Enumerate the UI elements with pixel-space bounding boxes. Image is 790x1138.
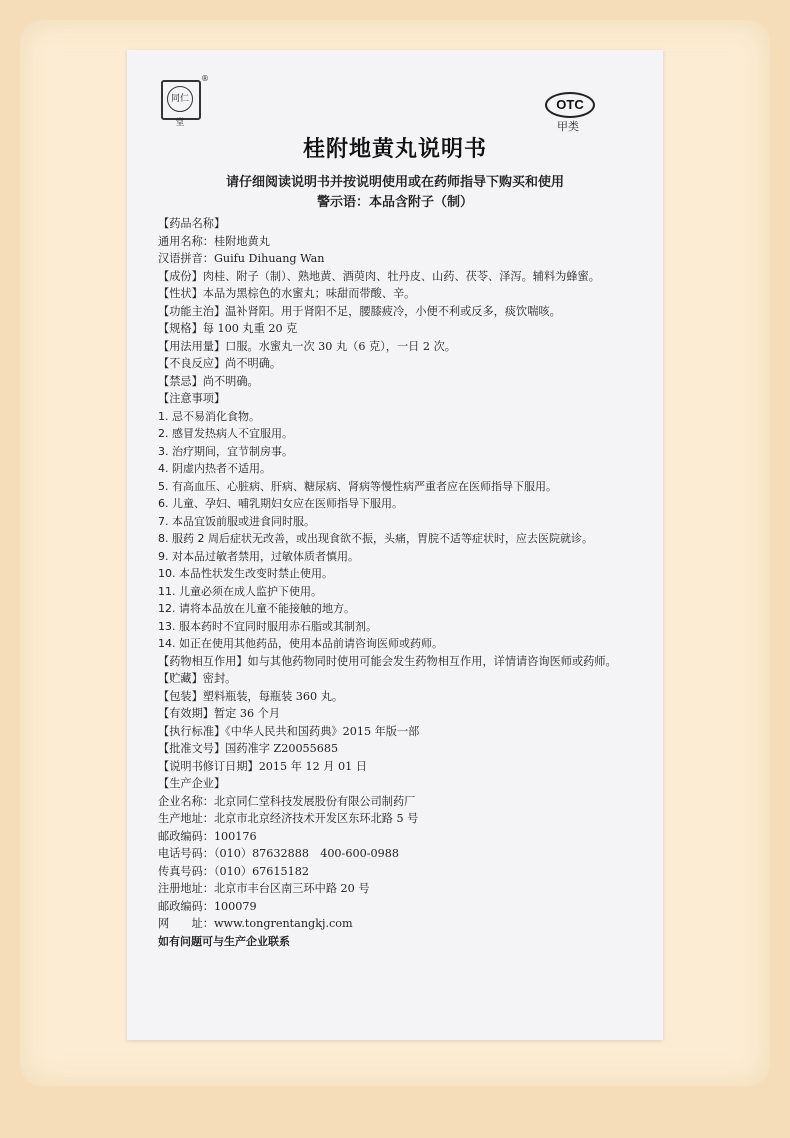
line-drug-name-heading: 【药品名称】 xyxy=(158,217,226,230)
line-registered-address: 注册地址：北京市丰台区南三环中路 20 号 xyxy=(158,882,370,895)
precaution-item: 4. 阴虚内热者不适用。 xyxy=(158,462,271,475)
precaution-item: 13. 服本药时不宜同时服用赤石脂或其制剂。 xyxy=(158,619,377,633)
precaution-item: 2. 感冒发热病人不宜服用。 xyxy=(158,427,293,440)
line-phone: 电话号码：（010）87632888 400-600-0988 xyxy=(158,847,399,860)
leaflet-paper xyxy=(127,50,663,1040)
line-company-name: 企业名称：北京同仁堂科技发展股份有限公司制药厂 xyxy=(158,794,416,808)
precaution-item: 14. 如正在使用其他药品，使用本品前请咨询医师或药师。 xyxy=(158,637,443,650)
precaution-item: 12. 请将本品放在儿童不能接触的地方。 xyxy=(158,602,355,615)
registered-mark: ® xyxy=(201,74,209,83)
line-approval-number: 【批准文号】国药准字 Z20055685 xyxy=(158,742,339,755)
line-storage: 【贮藏】密封。 xyxy=(158,672,237,685)
line-specification: 【规格】每 100 丸重 20 克 xyxy=(158,322,298,335)
line-revision-date: 【说明书修订日期】2015 年 12 月 01 日 xyxy=(158,759,367,773)
line-precautions-heading: 【注意事项】 xyxy=(158,392,226,405)
warning-text: 警示语：本品含附子（制） xyxy=(316,195,473,210)
logo-seal: 同仁堂 xyxy=(167,86,193,112)
line-adverse-reactions: 【不良反应】尚不明确。 xyxy=(158,357,282,370)
line-production-address: 生产地址：北京市北京经济技术开发区东环北路 5 号 xyxy=(158,812,419,825)
precaution-item: 8. 服药 2 周后症状无改善，或出现食欲不振，头痛，胃脘不适等症状时，应去医院就诊。 xyxy=(158,532,593,545)
line-generic-name: 通用名称：桂附地黄丸 xyxy=(158,234,270,248)
line-postal-code: 邮政编码：100176 xyxy=(158,829,257,843)
line-ingredients: 【成份】肉桂、附子（制）、熟地黄、酒萸肉、牡丹皮、山药、茯苓、泽泻。辅料为蜂蜜。 xyxy=(158,269,600,283)
line-appearance: 【性状】本品为黑棕色的水蜜丸；味甜而带酸、辛。 xyxy=(158,287,416,300)
line-drug-interactions: 【药物相互作用】如与其他药物同时使用可能会发生药物相互作用，详情请咨询医师或药师。 xyxy=(158,654,617,668)
precaution-item: 5. 有高血压、心脏病、肝病、糖尿病、肾病等慢性病严重者应在医师指导下服用。 xyxy=(158,479,557,493)
precaution-item: 11. 儿童必须在成人监护下使用。 xyxy=(158,584,322,598)
footer-note: 如有问题可与生产企业联系 xyxy=(158,934,290,948)
line-dosage: 【用法用量】口服。水蜜丸一次 30 丸（6 克），一日 2 次。 xyxy=(158,339,456,353)
line-postal-code: 邮政编码：100079 xyxy=(158,899,257,913)
line-fax: 传真号码：（010）67615182 xyxy=(158,864,310,878)
line-packaging: 【包装】塑料瓶装，每瓶装 360 丸。 xyxy=(158,689,344,703)
line-pinyin: 汉语拼音：Guifu Dihuang Wan xyxy=(158,252,325,265)
otc-badge: OTC xyxy=(545,92,595,118)
reading-instruction: 请仔细阅读说明书并按说明使用或在药师指导下购买和使用 xyxy=(225,175,564,190)
line-standard: 【执行标准】《中华人民共和国药典》2015 年版一部 xyxy=(158,724,420,738)
line-website: 网 址：www.tongrentangkj.com xyxy=(158,917,353,930)
tongrentang-logo xyxy=(161,74,209,128)
precaution-item: 9. 对本品过敏者禁用，过敏体质者慎用。 xyxy=(158,549,359,563)
precaution-item: 6. 儿童、孕妇、哺乳期妇女应在医师指导下服用。 xyxy=(158,497,403,510)
precaution-item: 10. 本品性状发生改变时禁止使用。 xyxy=(158,567,333,580)
precaution-item: 3. 治疗期间，宜节制房事。 xyxy=(158,444,293,458)
line-manufacturer-heading: 【生产企业】 xyxy=(158,777,226,790)
page-title: 桂附地黄丸说明书 xyxy=(302,137,487,162)
line-contraindications: 【禁忌】尚不明确。 xyxy=(158,374,259,388)
otc-class-label: 甲类 xyxy=(557,120,579,133)
precaution-item: 7. 本品宜饭前服或进食同时服。 xyxy=(158,514,315,528)
precaution-item: 1. 忌不易消化食物。 xyxy=(158,409,260,423)
leaflet-body xyxy=(158,215,634,950)
line-indications: 【功能主治】温补肾阳。用于肾阳不足，腰膝疲冷，小便不利或反多，痰饮喘咳。 xyxy=(158,304,561,318)
line-shelf-life: 【有效期】暂定 36 个月 xyxy=(158,707,281,720)
